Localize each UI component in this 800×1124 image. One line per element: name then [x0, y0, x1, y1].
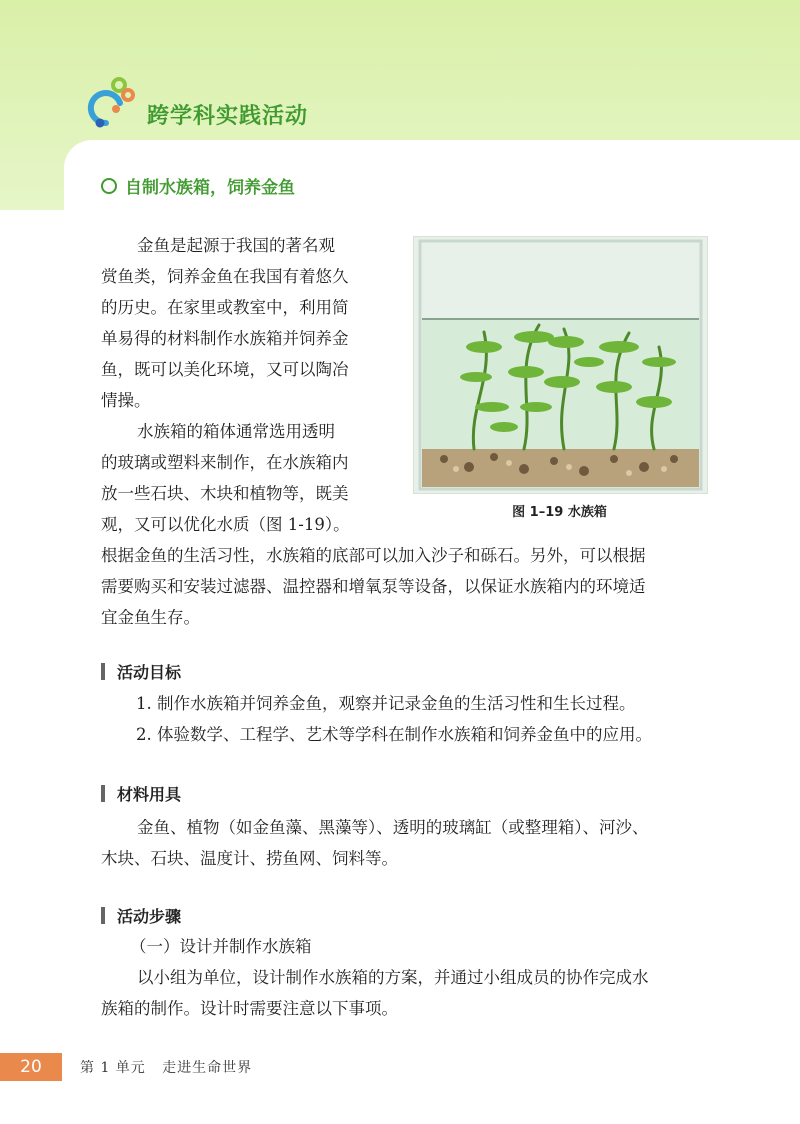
page-number: 20 [0, 1053, 62, 1081]
aquarium-photo [413, 236, 708, 494]
goals-heading-text: 活动目标 [117, 663, 182, 682]
intro-paragraph-2 [101, 416, 391, 540]
steps-heading [101, 904, 181, 927]
text-line: 鱼，既可以美化环境，又可以陶冶 [101, 360, 349, 379]
steps-heading-text: 活动步骤 [117, 907, 182, 926]
heading-bar-icon [101, 663, 105, 680]
text-line: 的历史。在家里或教室中，利用简 [101, 298, 349, 317]
heading-bar-icon [101, 907, 105, 924]
text-line: 的玻璃或塑料来制作，在水族箱内 [101, 453, 349, 472]
steps-paragraph [101, 962, 721, 1024]
heading-bar-icon [101, 785, 105, 802]
text-line: 木块、石块、温度计、捞鱼网、饲料等。 [101, 849, 398, 868]
text-line: 观，又可以优化水质（图 1-19）。 [101, 515, 350, 534]
text-line: 以小组为单位，设计制作水族箱的方案，并通过小组成员的协作完成水 [137, 968, 649, 987]
activity-logo-icon [86, 73, 138, 133]
materials-heading [101, 782, 181, 805]
text-line: 水族箱的箱体通常选用透明 [137, 422, 335, 441]
text-line: 金鱼、植物（如金鱼藻、黑藻等）、透明的玻璃缸（或整理箱）、河沙、 [137, 818, 649, 837]
circle-bullet-icon [101, 178, 117, 194]
intro-paragraph-2-continued [101, 540, 711, 633]
footer-unit-text: 第 1 单元 走进生命世界 [80, 1060, 253, 1076]
step-1-title: （一）设计并制作水族箱 [130, 937, 312, 956]
goal-item-2: 2. 体验数学、工程学、艺术等学科在制作水族箱和饲养金鱼中的应用。 [136, 725, 652, 744]
section-title: 跨学科实践活动 [147, 104, 309, 129]
text-line: 放一些石块、木块和植物等，既美 [101, 484, 349, 503]
text-line: 族箱的制作。设计时需要注意以下事项。 [101, 999, 398, 1018]
text-line: 赏鱼类，饲养金鱼在我国有着悠久 [101, 267, 349, 286]
intro-paragraph-1 [101, 230, 381, 416]
text-line: 根据金鱼的生活习性，水族箱的底部可以加入沙子和砾石。另外，可以根据 [101, 546, 646, 565]
materials-paragraph [101, 812, 721, 874]
text-line: 单易得的材料制作水族箱并饲养金 [101, 329, 349, 348]
text-line: 情操。 [101, 391, 151, 410]
goal-item-1: 1. 制作水族箱并饲养金鱼，观察并记录金鱼的生活习性和生长过程。 [136, 694, 636, 713]
activity-title [101, 173, 295, 198]
goals-heading [101, 660, 181, 683]
activity-title-text: 自制水族箱，饲养金鱼 [125, 178, 295, 198]
materials-heading-text: 材料用具 [117, 785, 182, 804]
text-line: 宜金鱼生存。 [101, 608, 200, 627]
text-line: 需要购买和安装过滤器、温控器和增氧泵等设备，以保证水族箱内的环境适 [101, 577, 646, 596]
text-line: 金鱼是起源于我国的著名观 [137, 236, 335, 255]
figure-caption: 图 1–19 水族箱 [512, 505, 607, 520]
